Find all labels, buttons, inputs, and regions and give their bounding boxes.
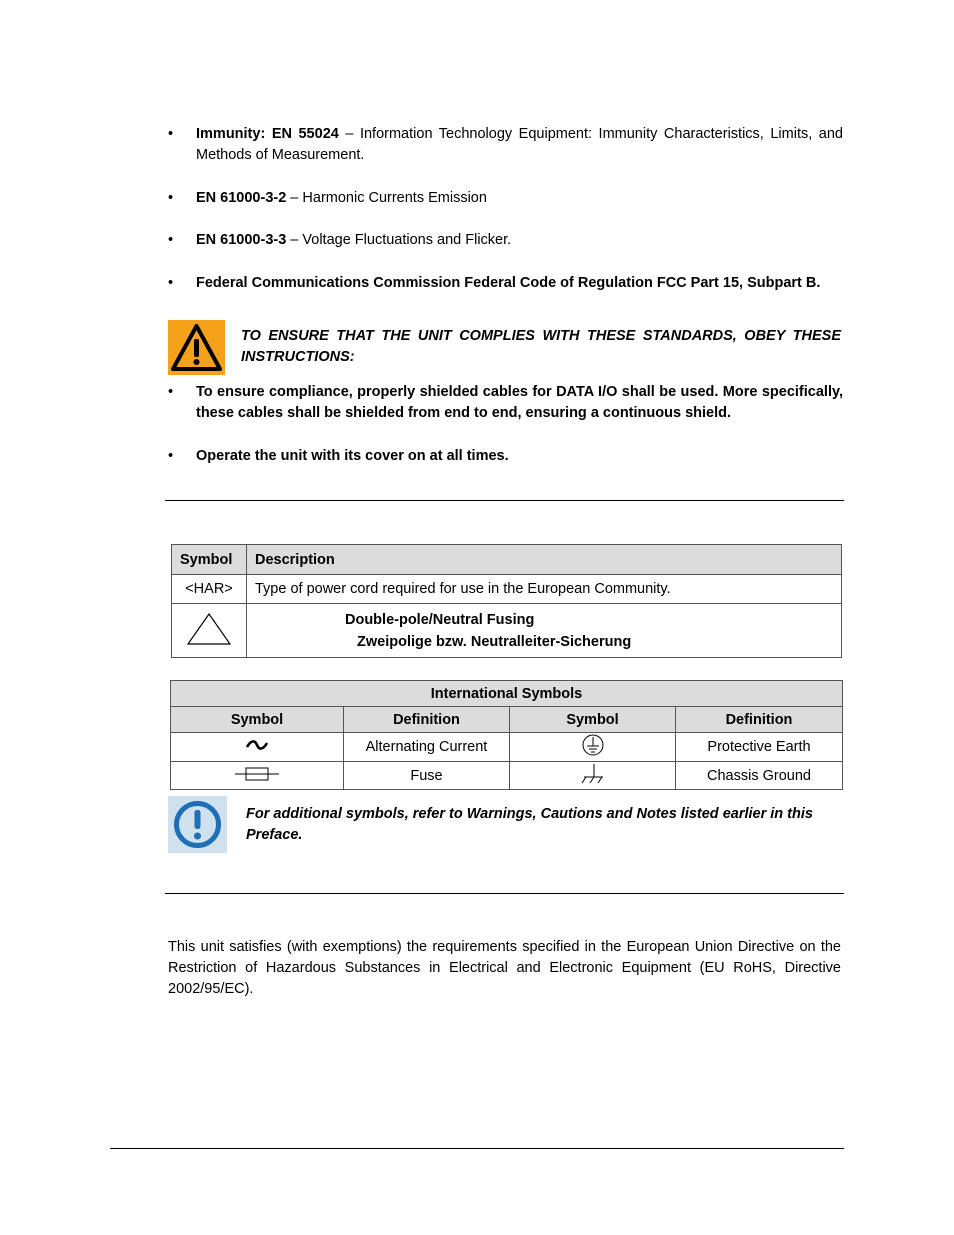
fusing-description: [247, 604, 842, 658]
column-header-symbol: Symbol: [510, 707, 676, 733]
bullet-fcc: • Federal Communications Commission Federal Code of Regulation FCC Part 15, Subpart B.: [168, 273, 843, 294]
bullet-dot: •: [168, 126, 174, 142]
bullet-dot: •: [168, 232, 174, 248]
bullet-dot: •: [168, 275, 174, 291]
bullet-en61000-3-3: • EN 61000-3-3 – Voltage Fluctuations and Flicker.: [168, 230, 843, 251]
symbol-cell: [171, 733, 344, 762]
table-header-row: [171, 707, 843, 733]
note-text: For additional symbols, refer to Warnings, Cautions and Notes listed earlier in this Preface.: [246, 806, 813, 843]
column-header-symbol: Symbol: [171, 707, 344, 733]
definition-alternating-current: Alternating Current: [344, 733, 510, 762]
definition-protective-earth: Protective Earth: [676, 733, 843, 762]
bullet-dot: •: [168, 384, 174, 400]
fuse-icon: [235, 770, 279, 786]
table-row: [172, 604, 842, 658]
international-symbols-table: [170, 680, 843, 790]
footer-rule: [110, 1148, 844, 1149]
description-har: Type of power cord required for use in the European Community.: [247, 575, 842, 604]
table-row: [171, 762, 843, 790]
symbol-description-table: [171, 544, 842, 658]
warning-triangle-icon: [168, 320, 225, 375]
symbol-har: <HAR>: [172, 575, 247, 604]
caution-triangle-icon: [185, 635, 233, 651]
table-row: [171, 733, 843, 762]
bullet-dot: •: [168, 190, 174, 206]
bullet-dot: •: [168, 448, 174, 464]
warning-text: TO ENSURE THAT THE UNIT COMPLIES WITH THESE STANDARDS, OBEY THESE INSTRUCTIONS:: [241, 328, 841, 365]
symbol-cell: [171, 762, 344, 790]
fusing-line-de: Zweipolige bzw. Neutralleiter-Sicherung: [357, 633, 632, 650]
symbol-cell: [510, 762, 676, 790]
intl-table-title: International Symbols: [171, 681, 843, 707]
rohs-paragraph: This unit satisfies (with exemptions) the requirements specified in the European Union Directive on the Restriction of Hazardous Substances in Electrical and Electronic Equipment (EU RoHS, Directive 2002/95/EC).: [168, 939, 841, 997]
bullet-en61000-3-2: • EN 61000-3-2 – Harmonic Currents Emission: [168, 188, 843, 209]
alternating-current-icon: [245, 740, 269, 756]
fusing-line-en: Double-pole/Neutral Fusing: [345, 611, 535, 628]
bullet-shielded-cables: • To ensure compliance, properly shielded cables for DATA I/O shall be used. More specifically, these cables shall be shielded from end to end, ensuring a continuous shield.: [168, 384, 843, 421]
section-divider: [165, 500, 844, 501]
symbol-cell: [510, 733, 676, 762]
protective-earth-icon: [581, 745, 605, 761]
bullet-en55024: • Immunity: EN 55024 – Information Technology Equipment: Immunity Characteristics, Limits, and Methods of Measurement.: [168, 126, 843, 163]
column-header-definition: Definition: [676, 707, 843, 733]
exclamation-circle-icon: [168, 796, 227, 853]
table-header-row: [172, 545, 842, 575]
caution-triangle-cell: [172, 604, 247, 658]
column-header-description: Description: [247, 545, 842, 575]
chassis-ground-icon: [581, 773, 605, 789]
definition-fuse: Fuse: [344, 762, 510, 790]
bullet-cover-on: • Operate the unit with its cover on at all times.: [168, 446, 843, 467]
column-header-definition: Definition: [344, 707, 510, 733]
section-divider: [165, 893, 844, 894]
table-row: [172, 575, 842, 604]
column-header-symbol: Symbol: [172, 545, 247, 575]
definition-chassis-ground: Chassis Ground: [676, 762, 843, 790]
